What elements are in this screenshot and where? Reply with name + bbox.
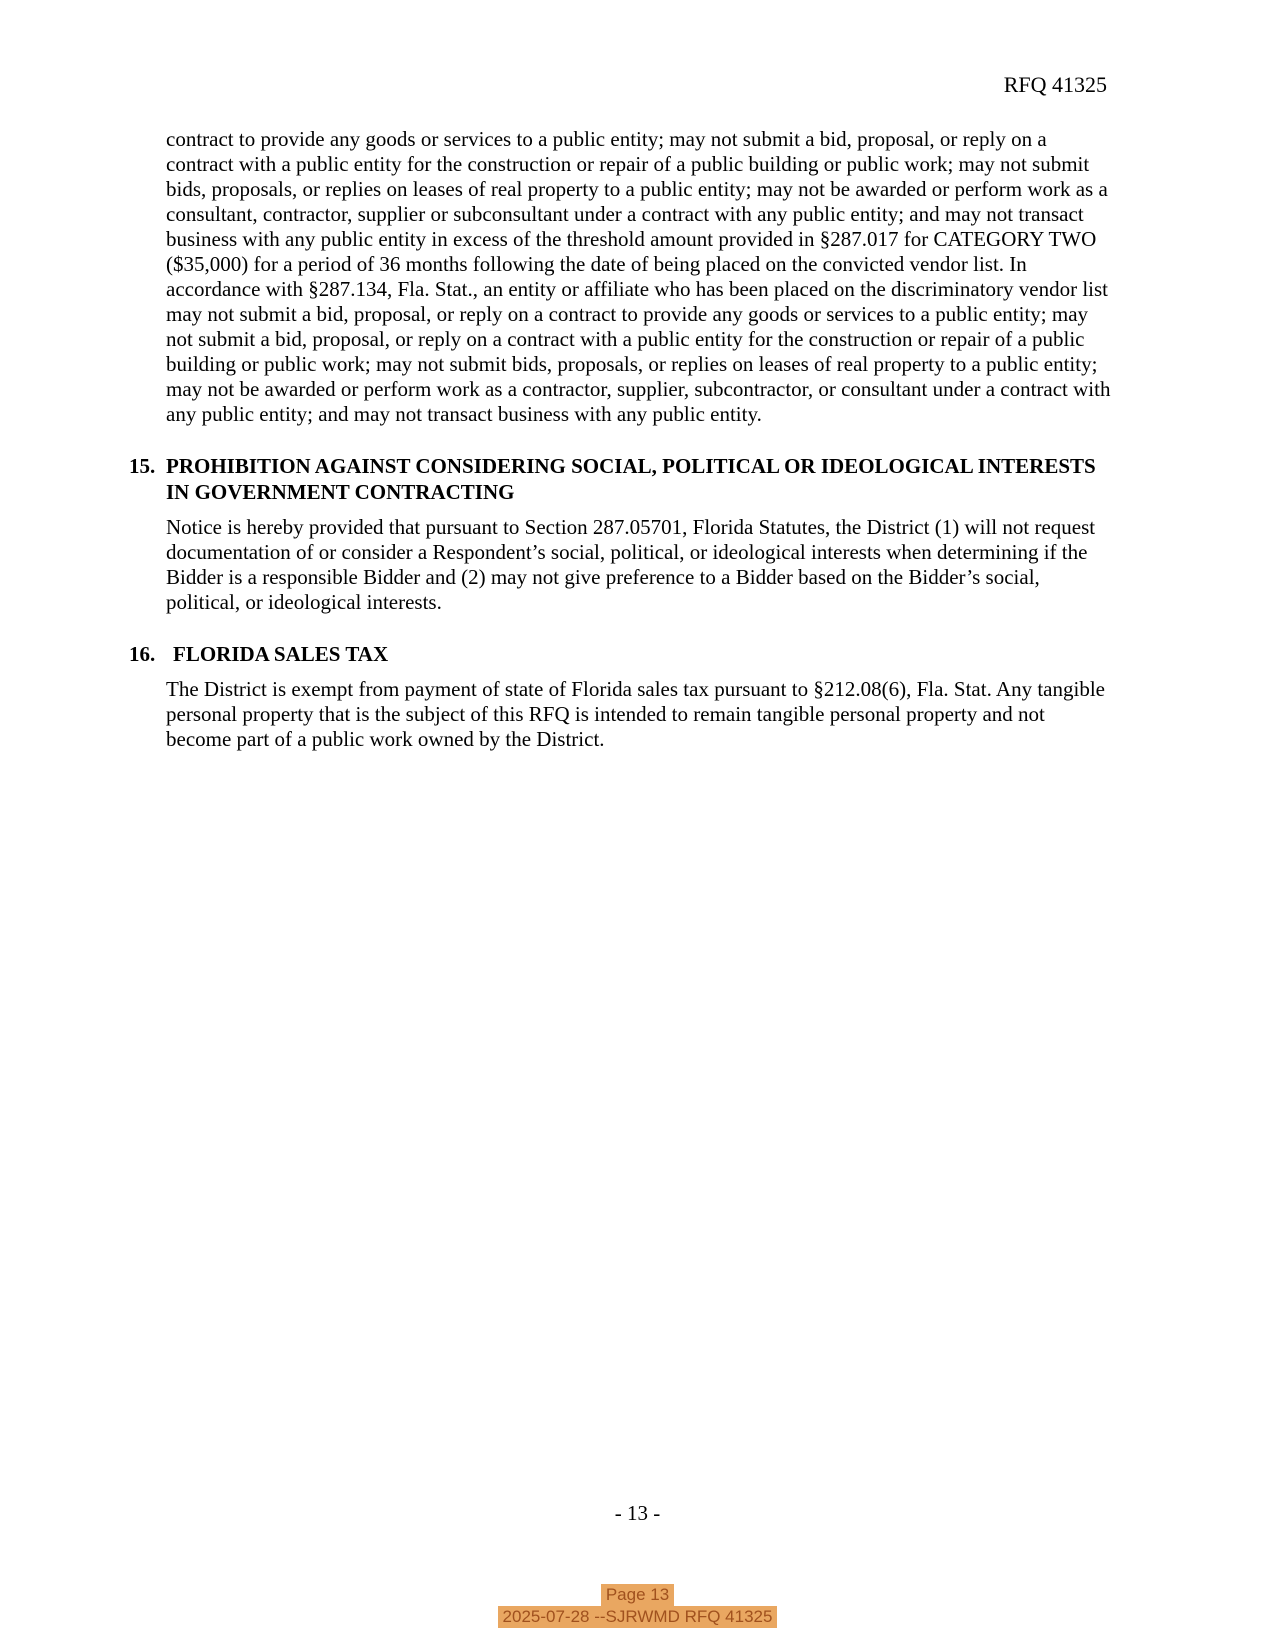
annotation-doc-label: 2025-07-28 --SJRWMD RFQ 41325 <box>498 1606 778 1628</box>
section-prohibition <box>129 453 1114 615</box>
section-number: 16. <box>129 642 156 666</box>
footer-page-number: - 13 - <box>614 1501 661 1525</box>
section-heading <box>129 453 1114 505</box>
document-body <box>129 127 1114 752</box>
section-body-paragraph: Notice is hereby provided that pursuant to Section 287.05701, Florida Statutes, the District (1) will not request documentation of or consider a Respondent’s social, political, or ideological interests when determining if the Bidder is a responsible Bidder and (2) may not give preference to a Bidder based on the Bidder’s social, political, or ideological interests. <box>166 515 1096 614</box>
section-florida-sales-tax <box>129 641 1114 752</box>
section-title: PROHIBITION AGAINST CONSIDERING SOCIAL, POLITICAL OR IDEOLOGICAL INTERESTS IN GOVERNMENT CONTRACTING <box>166 454 1096 504</box>
stamp-annotations <box>0 1584 1275 1628</box>
section-heading <box>129 641 1114 667</box>
section-title: FLORIDA SALES TAX <box>173 642 389 666</box>
annotation-line <box>0 1606 1275 1628</box>
section-number: 15. <box>129 454 156 478</box>
continuation-paragraph: contract to provide any goods or services to a public entity; may not submit a bid, proposal, or reply on a contract with a public entity for the construction or repair of a public building or public work; may not submit bids, proposals, or replies on leases of real property to a public entity; may not be awarded or perform work as a consultant, contractor, supplier or subconsultant under a contract with any public entity; and may not transact business with any public entity in excess of the threshold amount provided in §287.017 for CATEGORY TWO ($35,000) for a period of 36 months following the date of being placed on the convicted vendor list. In accordance with §287.134, Fla. Stat., an entity or affiliate who has been placed on the discriminatory vendor list may not submit a bid, proposal, or reply on a contract to provide any goods or services to a public entity; may not submit a bid, proposal, or reply on a contract with a public entity for the construction or repair of a public building or public work; may not submit bids, proposals, or replies on leases of real property to a public entity; may not be awarded or perform work as a contractor, supplier, subcontractor, or consultant under a contract with any public entity; and may not transact business with any public entity. <box>166 127 1111 426</box>
header-rfq-number: RFQ 41325 <box>1003 72 1107 97</box>
section-body-paragraph: The District is exempt from payment of state of Florida sales tax pursuant to §212.08(6), Fla. Stat. Any tangible personal property that is the subject of this RFQ is intended to remain tangible personal property and not become part of a public work owned by the District. <box>166 677 1105 751</box>
annotation-line <box>0 1584 1275 1606</box>
annotation-page-label: Page 13 <box>601 1584 674 1606</box>
